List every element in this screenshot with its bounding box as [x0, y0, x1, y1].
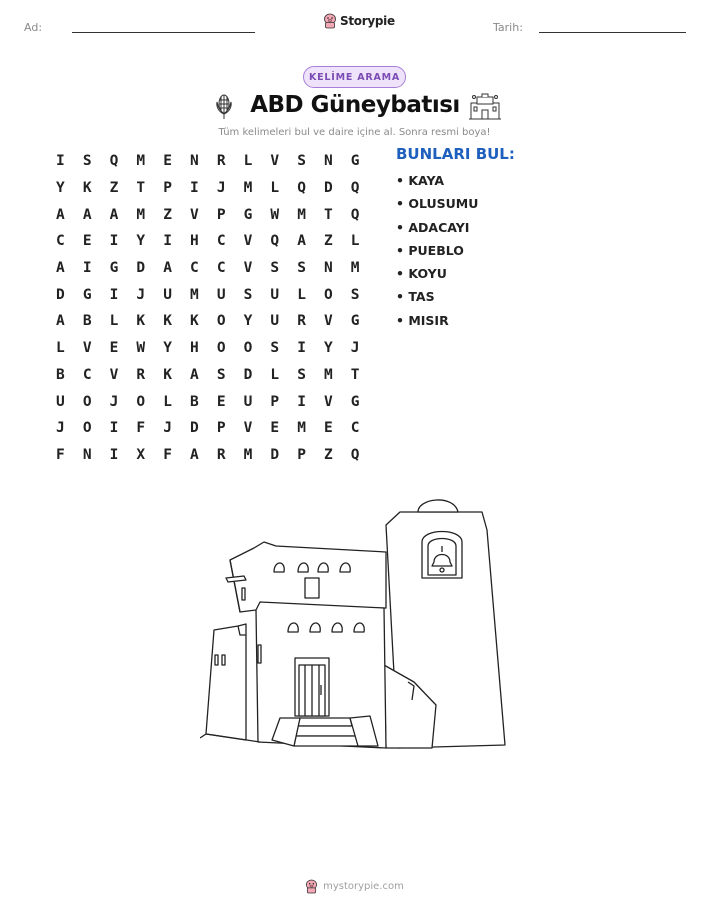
grid-letter[interactable]: E	[216, 393, 226, 410]
word-list-heading: BUNLARI BUL:	[396, 145, 515, 163]
grid-letter[interactable]: S	[350, 286, 360, 303]
grid-letter[interactable]: A	[190, 366, 199, 383]
grid-letter[interactable]: W	[270, 206, 280, 223]
grid-letter[interactable]: S	[270, 340, 280, 357]
grid-letter[interactable]: I	[82, 260, 92, 277]
grid-letter[interactable]: V	[243, 420, 253, 437]
grid-letter[interactable]: S	[297, 153, 306, 170]
brand	[323, 13, 395, 29]
grid-letter[interactable]: T	[136, 180, 146, 197]
grid-letter[interactable]: G	[82, 286, 92, 303]
grid-letter[interactable]: A	[56, 260, 65, 277]
grid-letter[interactable]: A	[190, 446, 199, 463]
grid-letter[interactable]: R	[216, 153, 226, 170]
grid-letter[interactable]: D	[324, 180, 333, 197]
grid-letter[interactable]: O	[82, 393, 92, 410]
word-list-item: • KOYU	[396, 266, 447, 282]
grid-letter[interactable]: V	[190, 206, 199, 223]
grid-letter[interactable]: A	[297, 233, 306, 250]
grid-letter[interactable]: P	[216, 420, 226, 437]
grid-letter[interactable]: E	[163, 153, 172, 170]
word-list-item: • ADACAYI	[396, 219, 470, 235]
grid-letter[interactable]: E	[109, 340, 119, 357]
grid-letter[interactable]: Z	[324, 233, 333, 250]
grid-letter[interactable]: M	[297, 206, 306, 223]
grid-letter[interactable]: V	[324, 393, 333, 410]
grid-letter[interactable]: I	[109, 446, 119, 463]
grid-letter[interactable]: K	[163, 366, 172, 383]
corn-icon	[213, 92, 235, 120]
grid-letter[interactable]: N	[324, 260, 333, 277]
grid-letter[interactable]: A	[82, 206, 92, 223]
grid-letter[interactable]: M	[190, 286, 199, 303]
grid-letter[interactable]: B	[56, 366, 65, 383]
grid-letter[interactable]: I	[190, 180, 199, 197]
grid-letter[interactable]: D	[136, 260, 146, 277]
grid-letter[interactable]: Y	[56, 180, 65, 197]
grid-letter[interactable]: Q	[297, 180, 306, 197]
grid-letter[interactable]: S	[243, 286, 253, 303]
grid-letter[interactable]: Q	[350, 180, 360, 197]
grid-letter[interactable]: V	[270, 153, 280, 170]
name-label: Ad:	[24, 21, 43, 34]
grid-letter[interactable]: Q	[270, 233, 280, 250]
grid-letter[interactable]: B	[190, 393, 199, 410]
page-title: ABD Güneybatısı	[250, 92, 460, 118]
grid-letter[interactable]: E	[270, 420, 280, 437]
grid-letter[interactable]: N	[324, 153, 333, 170]
grid-letter[interactable]: O	[324, 286, 333, 303]
word-list-item: • MISIR	[396, 312, 449, 328]
grid-letter[interactable]: O	[216, 340, 226, 357]
grid-letter[interactable]: U	[56, 393, 65, 410]
grid-letter[interactable]: S	[297, 260, 306, 277]
grid-letter[interactable]: G	[243, 206, 253, 223]
grid-letter[interactable]: V	[243, 233, 253, 250]
grid-letter[interactable]: Z	[109, 180, 119, 197]
grid-letter[interactable]: M	[350, 260, 360, 277]
grid-letter[interactable]: Y	[136, 233, 146, 250]
word-list-item: • OLUSUMU	[396, 196, 479, 212]
grid-letter[interactable]: V	[82, 340, 92, 357]
word-list-item: • KAYA	[396, 173, 445, 188]
grid-letter[interactable]: I	[297, 393, 306, 410]
grid-letter[interactable]: I	[109, 233, 119, 250]
grid-letter[interactable]: A	[109, 206, 119, 223]
grid-letter[interactable]: I	[163, 233, 172, 250]
grid-letter[interactable]: F	[56, 446, 65, 463]
grid-letter[interactable]: K	[136, 313, 146, 330]
pueblo-church-icon	[468, 91, 502, 121]
grid-letter[interactable]: T	[324, 206, 333, 223]
grid-letter[interactable]: O	[216, 313, 226, 330]
grid-letter[interactable]: S	[270, 260, 280, 277]
grid-letter[interactable]: U	[216, 286, 226, 303]
grid-letter[interactable]: J	[350, 340, 360, 357]
grid-letter[interactable]: A	[163, 260, 172, 277]
grid-letter[interactable]: L	[163, 393, 172, 410]
grid-letter[interactable]: U	[163, 286, 172, 303]
grid-letter[interactable]: F	[163, 446, 172, 463]
grid-letter[interactable]: O	[136, 393, 146, 410]
grid-letter[interactable]: G	[350, 313, 360, 330]
grid-letter[interactable]: C	[216, 233, 226, 250]
grid-letter[interactable]: C	[350, 420, 360, 437]
grid-letter[interactable]: A	[56, 313, 65, 330]
grid-letter[interactable]: M	[324, 366, 333, 383]
grid-letter[interactable]: K	[82, 180, 92, 197]
grid-letter[interactable]: U	[270, 313, 280, 330]
grid-letter[interactable]: R	[216, 446, 226, 463]
grid-letter[interactable]: Y	[324, 340, 333, 357]
grid-letter[interactable]: T	[350, 366, 360, 383]
grid-letter[interactable]: J	[163, 420, 172, 437]
grid-letter[interactable]: P	[297, 446, 306, 463]
grid-letter[interactable]: L	[350, 233, 360, 250]
word-list-item: • TAS	[396, 289, 435, 305]
grid-letter[interactable]: Z	[324, 446, 333, 463]
grid-letter[interactable]: Y	[163, 340, 172, 357]
pig-mascot-icon	[305, 879, 318, 894]
grid-letter[interactable]: L	[109, 313, 119, 330]
grid-letter[interactable]: S	[216, 366, 226, 383]
grid-letter[interactable]: M	[297, 420, 306, 437]
grid-letter[interactable]: W	[136, 340, 146, 357]
grid-letter[interactable]: X	[136, 446, 146, 463]
grid-letter[interactable]: V	[109, 366, 119, 383]
grid-letter[interactable]: M	[243, 446, 253, 463]
grid-letter[interactable]: K	[163, 313, 172, 330]
grid-letter[interactable]: G	[350, 153, 360, 170]
grid-letter[interactable]: R	[136, 366, 146, 383]
grid-letter[interactable]: M	[136, 206, 146, 223]
grid-letter[interactable]: O	[243, 340, 253, 357]
grid-letter[interactable]: O	[82, 420, 92, 437]
date-line	[539, 32, 686, 33]
word-list-item: • PUEBLO	[396, 242, 464, 258]
grid-letter[interactable]: A	[56, 206, 65, 223]
grid-letter[interactable]: H	[190, 340, 199, 357]
grid-letter[interactable]: H	[190, 233, 199, 250]
name-line	[72, 32, 255, 33]
category-badge: KELİME ARAMA	[303, 66, 406, 88]
grid-letter[interactable]: D	[243, 366, 253, 383]
grid-letter[interactable]: D	[56, 286, 65, 303]
grid-letter[interactable]: P	[163, 180, 172, 197]
grid-letter[interactable]: U	[270, 286, 280, 303]
grid-letter[interactable]: V	[243, 260, 253, 277]
grid-letter[interactable]: L	[297, 286, 306, 303]
grid-letter[interactable]: P	[216, 206, 226, 223]
grid-letter[interactable]: J	[109, 393, 119, 410]
grid-letter[interactable]: B	[82, 313, 92, 330]
grid-letter[interactable]: N	[190, 153, 199, 170]
grid-letter[interactable]: E	[324, 420, 333, 437]
grid-letter[interactable]: G	[350, 393, 360, 410]
grid-letter[interactable]: Q	[350, 446, 360, 463]
date-label: Tarih:	[493, 21, 523, 34]
grid-letter[interactable]: Q	[109, 153, 119, 170]
grid-letter[interactable]: C	[56, 233, 65, 250]
grid-letter[interactable]: R	[297, 313, 306, 330]
grid-letter[interactable]: C	[190, 260, 199, 277]
grid-letter[interactable]: Q	[350, 206, 360, 223]
grid-letter[interactable]: L	[243, 153, 253, 170]
grid-letter[interactable]: I	[109, 286, 119, 303]
grid-letter[interactable]: I	[109, 420, 119, 437]
word-list	[396, 171, 478, 334]
grid-letter[interactable]: S	[82, 153, 92, 170]
grid-letter[interactable]: M	[136, 153, 146, 170]
grid-letter[interactable]: K	[190, 313, 199, 330]
grid-letter[interactable]: N	[82, 446, 92, 463]
grid-letter[interactable]: Z	[163, 206, 172, 223]
grid-letter[interactable]: I	[297, 340, 306, 357]
grid-letter[interactable]: S	[297, 366, 306, 383]
pig-mascot-icon	[323, 13, 337, 29]
grid-letter[interactable]: L	[270, 180, 280, 197]
grid-letter[interactable]: F	[136, 420, 146, 437]
grid-letter[interactable]: C	[216, 260, 226, 277]
brand-name: Storypie	[340, 14, 395, 28]
instructions: Tüm kelimeleri bul ve daire içine al. Sonra resmi boya!	[218, 127, 491, 138]
grid-letter[interactable]: Y	[243, 313, 253, 330]
grid-letter[interactable]: D	[190, 420, 199, 437]
grid-letter[interactable]: D	[270, 446, 280, 463]
adobe-mission-building[interactable]	[200, 490, 510, 755]
grid-letter[interactable]: U	[243, 393, 253, 410]
grid-letter[interactable]: E	[82, 233, 92, 250]
grid-letter[interactable]: L	[56, 340, 65, 357]
footer-url: mystorypie.com	[323, 881, 404, 892]
grid-letter[interactable]: V	[324, 313, 333, 330]
grid-letter[interactable]: G	[109, 260, 119, 277]
word-search-grid[interactable]	[47, 148, 369, 468]
grid-letter[interactable]: P	[270, 393, 280, 410]
grid-letter[interactable]: J	[216, 180, 226, 197]
grid-letter[interactable]: C	[82, 366, 92, 383]
grid-letter[interactable]: L	[270, 366, 280, 383]
grid-letter[interactable]: J	[136, 286, 146, 303]
footer	[0, 879, 709, 894]
grid-letter[interactable]: I	[56, 153, 65, 170]
grid-letter[interactable]: J	[56, 420, 65, 437]
grid-letter[interactable]: M	[243, 180, 253, 197]
